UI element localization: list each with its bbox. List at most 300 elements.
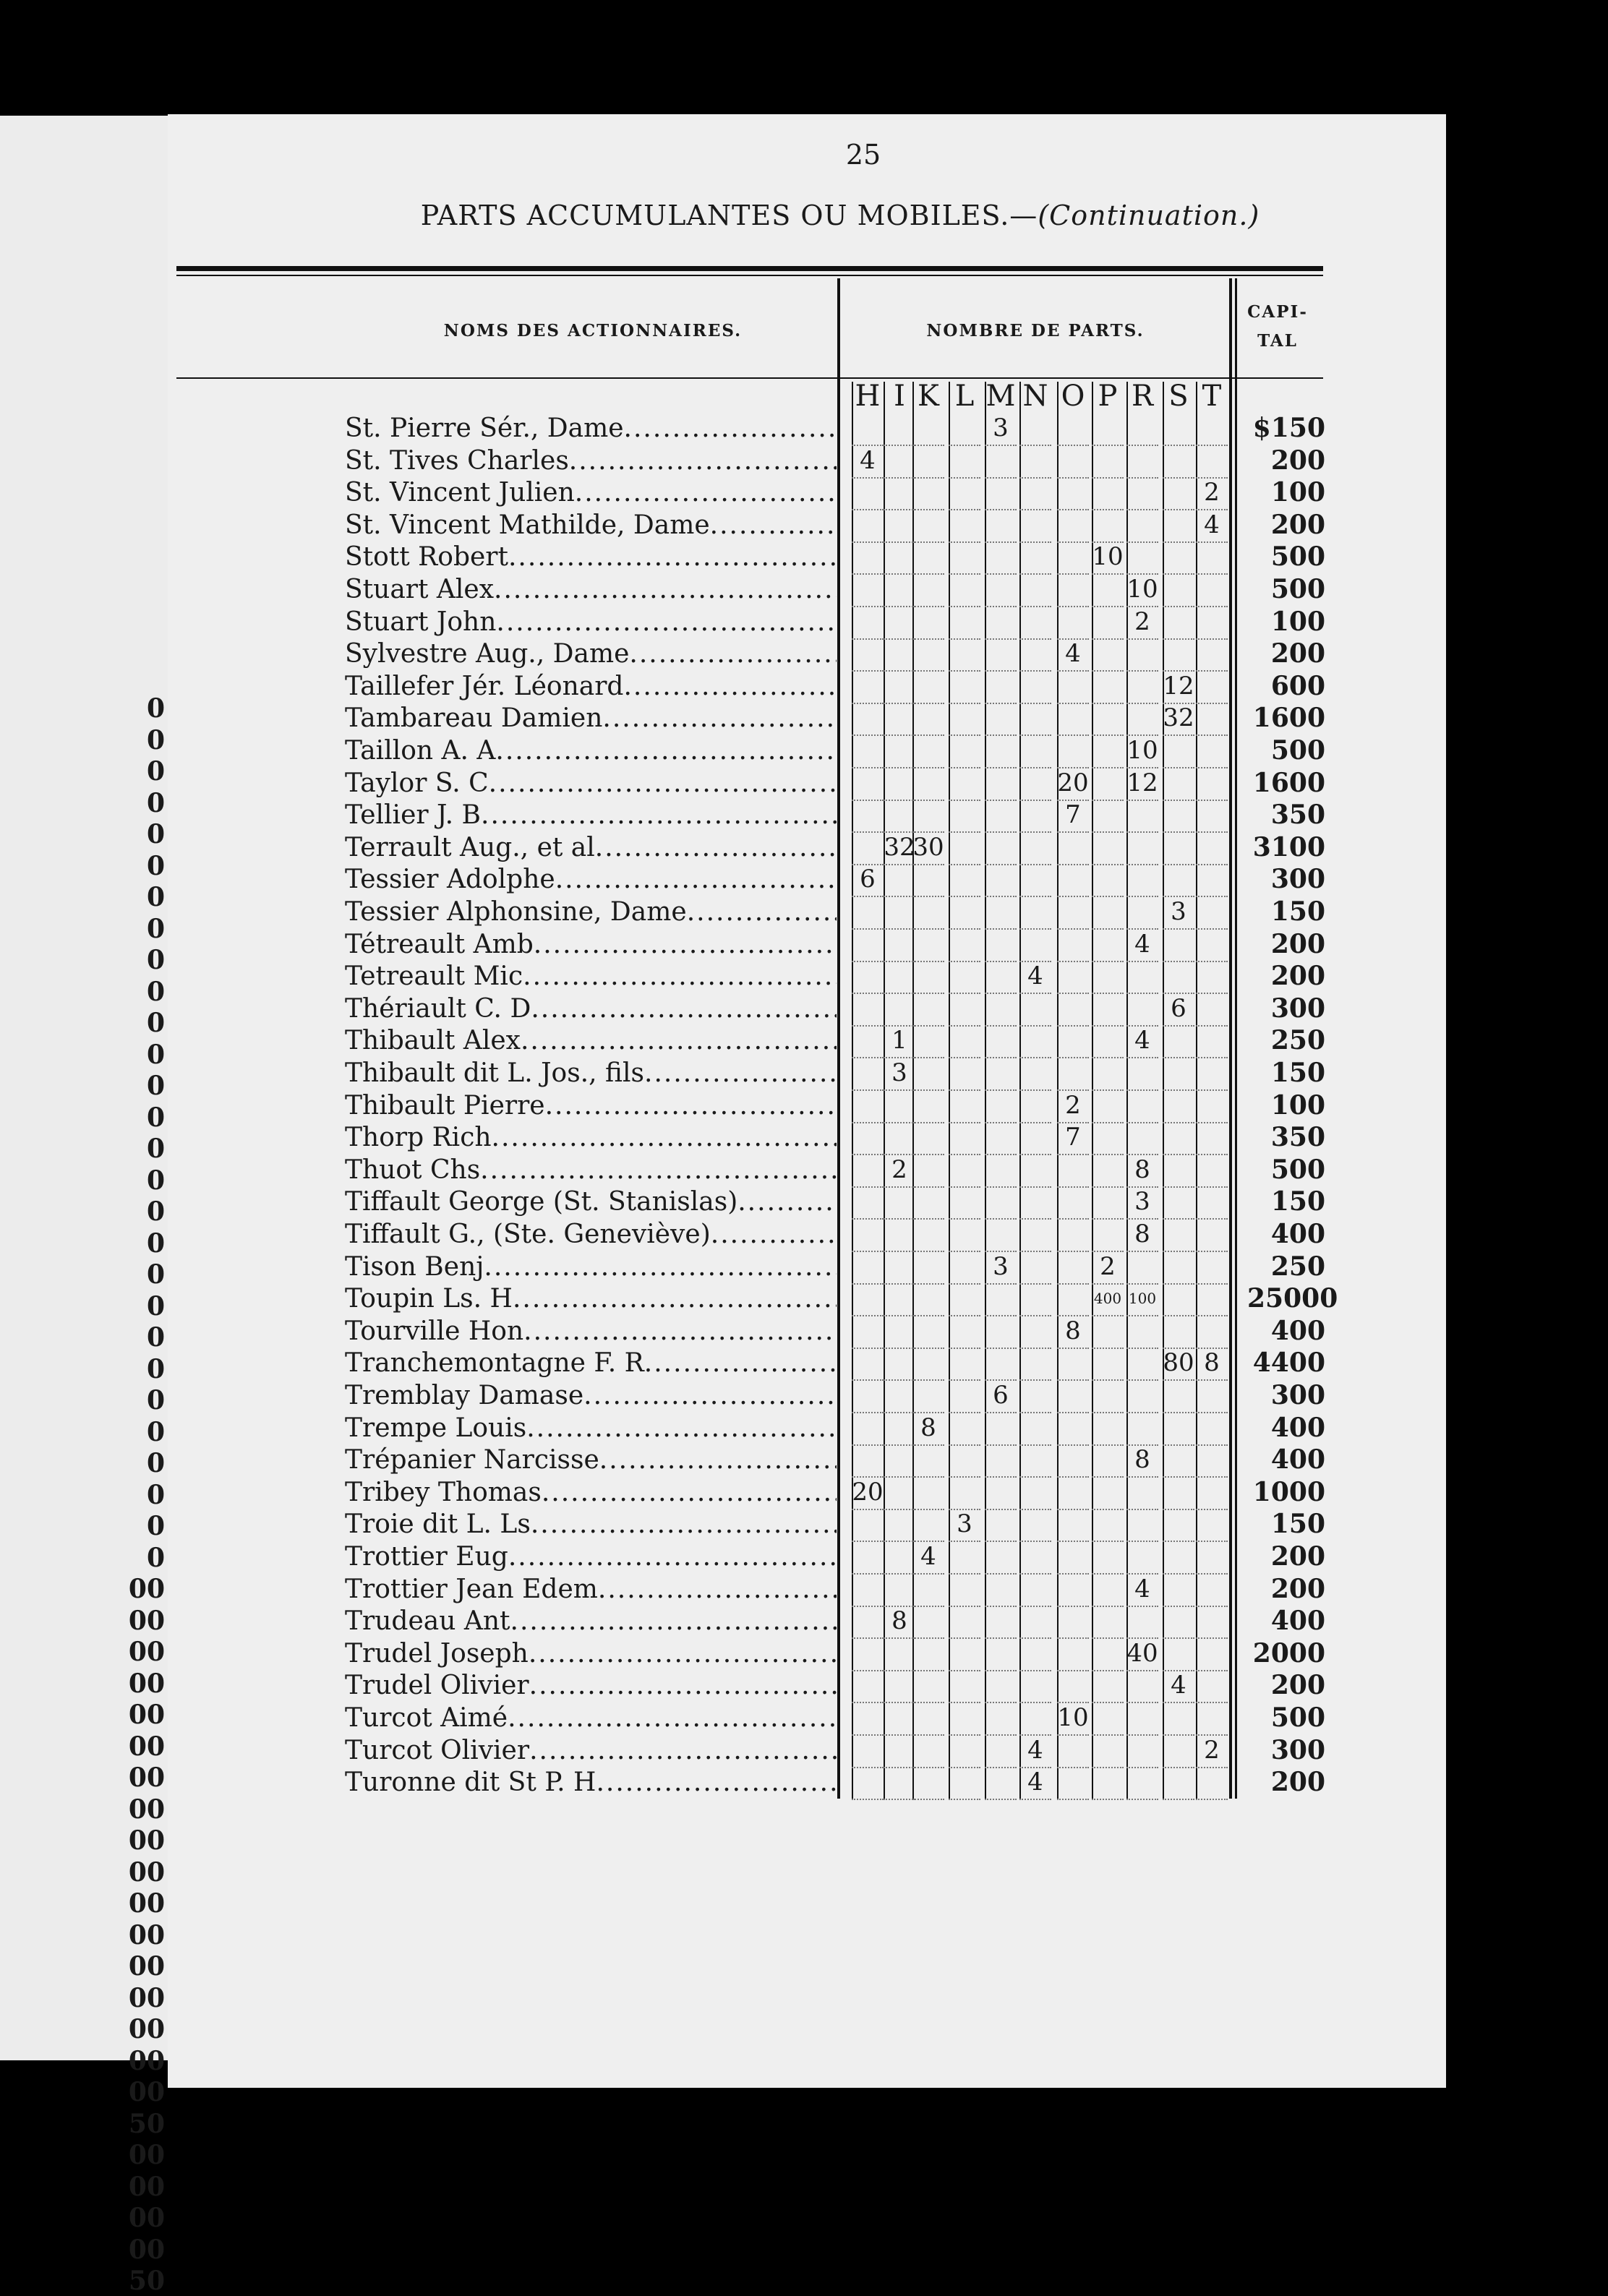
share-cell-r	[1126, 638, 1158, 672]
share-cell-l	[949, 541, 980, 575]
shareholder-name	[345, 1379, 837, 1412]
share-cell-s	[1163, 1734, 1194, 1768]
share-cell-h	[852, 638, 884, 672]
table-row	[0, 702, 1608, 734]
capital-value: $150	[1252, 413, 1325, 443]
share-cell-t	[1196, 1379, 1228, 1413]
share-cell-r	[1126, 863, 1158, 897]
share-cell-r: 40	[1126, 1637, 1158, 1671]
shareholder-name	[345, 1024, 837, 1057]
column-letter-t: T	[1202, 380, 1222, 413]
share-cell-s	[1163, 1412, 1194, 1446]
share-cell-t	[1196, 1637, 1228, 1671]
share-cell-s	[1163, 445, 1194, 479]
share-cell-i	[884, 1282, 915, 1316]
column-letter-o: O	[1061, 380, 1085, 413]
share-cell-h	[852, 1186, 884, 1220]
share-cell-o: 2	[1057, 1089, 1089, 1123]
share-cell-n	[1019, 670, 1051, 704]
share-cell-r	[1126, 896, 1158, 930]
capital-value: 150	[1270, 1186, 1325, 1217]
share-cell-m	[985, 541, 1017, 575]
share-cell-t	[1196, 928, 1228, 962]
share-cell-i	[884, 863, 915, 897]
share-cell-l	[949, 606, 980, 640]
share-cell-h: 6	[852, 863, 884, 897]
share-cell-s	[1163, 863, 1194, 897]
shareholder-name-text: Trottier Jean Edem	[345, 1574, 598, 1604]
column-letter-l: L	[954, 380, 975, 413]
share-cell-r	[1126, 670, 1158, 704]
share-cell-r	[1126, 1734, 1158, 1768]
share-cell-i	[884, 541, 915, 575]
table-row	[0, 831, 1608, 864]
left-page-number: 0	[146, 724, 165, 755]
share-cell-p	[1092, 1766, 1124, 1800]
capital-value: 250	[1270, 1251, 1325, 1282]
share-cell-l	[949, 445, 980, 479]
share-cell-n	[1019, 1476, 1051, 1510]
shareholder-name	[345, 412, 837, 445]
share-cell-l	[949, 476, 980, 510]
share-cell-o	[1057, 1251, 1089, 1285]
share-cell-s	[1163, 541, 1194, 575]
share-cell-p	[1092, 1637, 1124, 1671]
share-cell-l	[949, 1251, 980, 1285]
share-cell-k	[912, 734, 944, 768]
left-page-number: 00	[128, 1951, 165, 1982]
share-cell-t	[1196, 638, 1228, 672]
shareholder-name	[345, 1089, 837, 1122]
table-row	[0, 1154, 1608, 1186]
share-cell-p	[1092, 476, 1124, 510]
shareholder-name-text: Thibault Pierre	[345, 1090, 545, 1121]
left-page-number: 0	[146, 819, 165, 849]
share-cell-m	[985, 1605, 1017, 1639]
capital-value: 1000	[1252, 1476, 1325, 1507]
column-letter-p: P	[1098, 380, 1118, 413]
share-cell-s	[1163, 1218, 1194, 1252]
share-cell-l	[949, 1734, 980, 1768]
share-cell-s	[1163, 831, 1194, 865]
share-cell-o	[1057, 476, 1089, 510]
left-page-number: 0	[146, 1008, 165, 1038]
share-cell-n	[1019, 412, 1051, 446]
share-cell-k	[912, 1121, 944, 1155]
share-cell-k: 8	[912, 1412, 944, 1446]
share-cell-s	[1163, 734, 1194, 768]
share-cell-h	[852, 670, 884, 704]
share-cell-t	[1196, 573, 1228, 607]
table-row	[0, 1476, 1608, 1509]
capital-value: 400	[1270, 1444, 1325, 1475]
share-cell-p	[1092, 1154, 1124, 1188]
share-cell-t	[1196, 412, 1228, 446]
share-cell-o	[1057, 960, 1089, 994]
shareholder-name-text: Tetreault Mic	[345, 961, 523, 992]
share-cell-o	[1057, 1766, 1089, 1800]
share-cell-h	[852, 606, 884, 640]
share-cell-t	[1196, 734, 1228, 768]
share-cell-r	[1126, 1669, 1158, 1703]
share-cell-k	[912, 1251, 944, 1285]
share-cell-t: 4	[1196, 509, 1228, 543]
share-cell-n	[1019, 831, 1051, 865]
share-cell-k	[912, 670, 944, 704]
share-cell-p	[1092, 928, 1124, 962]
share-cell-t	[1196, 767, 1228, 801]
share-cell-i	[884, 1315, 915, 1349]
share-cell-n	[1019, 1251, 1051, 1285]
share-cell-s	[1163, 799, 1194, 833]
share-cell-n	[1019, 1412, 1051, 1446]
shareholder-name	[345, 1508, 837, 1541]
share-cell-m	[985, 476, 1017, 510]
share-cell-l	[949, 573, 980, 607]
shareholder-name-text: Trudeau Ant	[345, 1606, 510, 1637]
share-cell-n	[1019, 734, 1051, 768]
share-cell-o	[1057, 734, 1089, 768]
left-page-number: 0	[146, 756, 165, 787]
share-cell-o	[1057, 896, 1089, 930]
share-cell-k	[912, 1024, 944, 1058]
share-cell-l	[949, 1315, 980, 1349]
left-page-number: 00	[128, 2171, 165, 2202]
share-cell-i	[884, 734, 915, 768]
share-cell-t	[1196, 1315, 1228, 1349]
table-row	[0, 1186, 1608, 1218]
capital-value: 300	[1270, 1380, 1325, 1410]
share-cell-i	[884, 638, 915, 672]
share-cell-n	[1019, 702, 1051, 736]
share-cell-p	[1092, 1605, 1124, 1639]
shareholder-name-text: Trudel Joseph	[345, 1638, 529, 1669]
capital-value: 300	[1270, 993, 1325, 1024]
shareholder-name-text: Trempe Louis	[345, 1413, 527, 1443]
share-cell-r	[1126, 1508, 1158, 1542]
share-cell-h	[852, 476, 884, 510]
share-cell-r: 10	[1126, 734, 1158, 768]
share-cell-r: 10	[1126, 573, 1158, 607]
share-cell-h	[852, 1541, 884, 1575]
share-cell-m	[985, 960, 1017, 994]
share-cell-p	[1092, 1347, 1124, 1381]
share-cell-s	[1163, 1508, 1194, 1542]
shareholder-name-text: Tétreault Amb	[345, 929, 534, 959]
share-cell-o	[1057, 993, 1089, 1027]
share-cell-i	[884, 928, 915, 962]
table-row	[0, 1024, 1608, 1057]
left-page-number: 0	[146, 1542, 165, 1573]
share-cell-m	[985, 1186, 1017, 1220]
share-cell-r	[1126, 799, 1158, 833]
share-cell-i	[884, 1444, 915, 1478]
share-cell-h	[852, 1154, 884, 1188]
share-cell-p	[1092, 670, 1124, 704]
shareholder-name	[345, 1637, 837, 1670]
share-cell-m	[985, 1541, 1017, 1575]
shareholder-name	[345, 573, 837, 606]
share-cell-o	[1057, 1444, 1089, 1478]
share-cell-i	[884, 1379, 915, 1413]
share-cell-l	[949, 1637, 980, 1671]
share-cell-o	[1057, 1541, 1089, 1575]
share-cell-m	[985, 1347, 1017, 1381]
share-cell-i	[884, 1218, 915, 1252]
share-cell-l	[949, 1412, 980, 1446]
shareholder-name	[345, 1251, 837, 1283]
share-cell-m	[985, 1734, 1017, 1768]
share-cell-r: 3	[1126, 1186, 1158, 1220]
table-row	[0, 1089, 1608, 1122]
share-cell-h	[852, 831, 884, 865]
share-cell-l	[949, 638, 980, 672]
share-cell-n	[1019, 1024, 1051, 1058]
left-page-number: 0	[146, 1416, 165, 1447]
capital-value: 400	[1270, 1606, 1325, 1637]
left-page-number: 0	[146, 1165, 165, 1196]
share-cell-o	[1057, 702, 1089, 736]
share-cell-t	[1196, 1057, 1228, 1091]
share-cell-k	[912, 606, 944, 640]
share-cell-k	[912, 476, 944, 510]
share-cell-p	[1092, 1057, 1124, 1091]
share-cell-m	[985, 445, 1017, 479]
share-cell-n	[1019, 1186, 1051, 1220]
share-cell-n	[1019, 799, 1051, 833]
share-cell-r	[1126, 831, 1158, 865]
share-cell-i	[884, 573, 915, 607]
capital-value: 500	[1270, 1702, 1325, 1733]
share-cell-l	[949, 670, 980, 704]
share-cell-m	[985, 734, 1017, 768]
share-cell-t	[1196, 670, 1228, 704]
share-cell-p	[1092, 1089, 1124, 1123]
shareholder-name	[345, 638, 837, 670]
share-cell-s	[1163, 960, 1194, 994]
share-cell-s	[1163, 509, 1194, 543]
share-cell-l	[949, 1282, 980, 1316]
share-cell-l	[949, 993, 980, 1027]
shareholder-name	[345, 928, 837, 961]
share-cell-n	[1019, 1508, 1051, 1542]
shareholder-name	[345, 1412, 837, 1444]
left-page-number: 0	[146, 1259, 165, 1290]
share-cell-l	[949, 928, 980, 962]
capital-value: 200	[1270, 638, 1325, 669]
share-cell-s	[1163, 1476, 1194, 1510]
shareholder-name-text: Tribey Thomas	[345, 1477, 542, 1507]
share-cell-l	[949, 1669, 980, 1703]
share-cell-t	[1196, 799, 1228, 833]
share-cell-l	[949, 1766, 980, 1800]
share-cell-k	[912, 573, 944, 607]
shareholder-name-text: St. Pierre Sér., Dame	[345, 414, 624, 443]
share-cell-n	[1019, 1669, 1051, 1703]
left-page-number: 00	[128, 1794, 165, 1825]
shareholder-name	[345, 1766, 837, 1799]
left-page-number: 00	[128, 1856, 165, 1888]
share-cell-t	[1196, 896, 1228, 930]
share-cell-h	[852, 1057, 884, 1091]
table-row	[0, 928, 1608, 961]
shareholder-name-text: Turonne dit St P. H	[345, 1768, 596, 1798]
capital-value: 25000	[1247, 1283, 1338, 1314]
left-page-number: 00	[128, 1762, 165, 1793]
shareholder-name-text: St. Vincent Julien	[345, 478, 575, 508]
share-cell-k	[912, 1734, 944, 1768]
share-cell-h	[852, 1282, 884, 1316]
table-row	[0, 767, 1608, 800]
share-cell-i	[884, 670, 915, 704]
shareholder-name-text: Tremblay Damase	[345, 1381, 584, 1410]
share-cell-n: 4	[1019, 1734, 1051, 1768]
share-cell-i	[884, 702, 915, 736]
shareholder-name	[345, 960, 837, 993]
share-cell-s	[1163, 412, 1194, 446]
header-rule-thin	[176, 275, 1323, 276]
share-cell-i	[884, 1186, 915, 1220]
shareholder-name-text: St. Tives Charles	[345, 445, 569, 476]
share-cell-s	[1163, 1154, 1194, 1188]
share-cell-t	[1196, 1186, 1228, 1220]
left-page-number: 0	[146, 1479, 165, 1510]
share-cell-t	[1196, 1412, 1228, 1446]
share-cell-h	[852, 1379, 884, 1413]
share-cell-i	[884, 799, 915, 833]
left-page-number: 0	[146, 1448, 165, 1478]
share-cell-k	[912, 1057, 944, 1091]
table-row	[0, 799, 1608, 831]
share-cell-t	[1196, 1282, 1228, 1316]
share-cell-p	[1092, 1508, 1124, 1542]
left-page-number: 0	[146, 976, 165, 1007]
share-cell-l	[949, 1218, 980, 1252]
shareholder-name	[345, 1573, 837, 1606]
left-page-number: 0	[146, 1322, 165, 1353]
share-cell-h	[852, 1315, 884, 1349]
left-page-number: 0	[146, 1039, 165, 1070]
share-cell-s	[1163, 1282, 1194, 1316]
share-cell-p	[1092, 412, 1124, 446]
capital-value: 200	[1270, 509, 1325, 540]
capital-value: 500	[1270, 1154, 1325, 1185]
share-cell-p	[1092, 1186, 1124, 1220]
share-cell-p	[1092, 734, 1124, 768]
share-cell-i	[884, 896, 915, 930]
shareholder-name	[345, 993, 837, 1025]
shareholder-name-text: Tison Benj	[345, 1251, 484, 1282]
share-cell-t	[1196, 1508, 1228, 1542]
share-cell-t	[1196, 1024, 1228, 1058]
share-cell-r	[1126, 993, 1158, 1027]
share-cell-o	[1057, 541, 1089, 575]
share-cell-t	[1196, 1573, 1228, 1607]
share-cell-h	[852, 1444, 884, 1478]
share-cell-o	[1057, 1637, 1089, 1671]
shareholder-name-text: Troie dit L. Ls	[345, 1509, 531, 1540]
share-cell-t	[1196, 1121, 1228, 1155]
share-cell-s	[1163, 1379, 1194, 1413]
share-cell-i	[884, 1121, 915, 1155]
shareholder-name-text: Tambareau Damien	[345, 703, 603, 734]
share-cell-t: 2	[1196, 1734, 1228, 1768]
left-page-number: 0	[146, 1385, 165, 1415]
left-page-number: 00	[128, 1888, 165, 1919]
table-row	[0, 1605, 1608, 1637]
share-cell-i: 3	[884, 1057, 915, 1091]
shareholder-name	[345, 831, 837, 864]
page-number: 25	[845, 139, 881, 171]
share-cell-m	[985, 767, 1017, 801]
share-cell-n	[1019, 1121, 1051, 1155]
share-cell-k	[912, 412, 944, 446]
share-cell-r	[1126, 541, 1158, 575]
table-row	[0, 993, 1608, 1025]
share-cell-i	[884, 1251, 915, 1285]
left-page-number: 00	[128, 2140, 165, 2170]
share-cell-r	[1126, 702, 1158, 736]
share-cell-l	[949, 702, 980, 736]
share-cell-h	[852, 1734, 884, 1768]
share-cell-s	[1163, 1186, 1194, 1220]
table-row	[0, 1637, 1608, 1670]
share-cell-t	[1196, 831, 1228, 865]
share-cell-h	[852, 928, 884, 962]
share-cell-r	[1126, 1121, 1158, 1155]
shareholder-name	[345, 1057, 837, 1089]
share-cell-l	[949, 1379, 980, 1413]
share-cell-m	[985, 509, 1017, 543]
share-cell-p	[1092, 445, 1124, 479]
share-cell-o	[1057, 928, 1089, 962]
share-cell-h	[852, 1121, 884, 1155]
page-title	[240, 200, 1440, 231]
share-cell-k	[912, 1379, 944, 1413]
share-cell-m	[985, 606, 1017, 640]
share-cell-r	[1126, 960, 1158, 994]
shareholder-name-text: Thibault Alex	[345, 1026, 521, 1056]
share-cell-s	[1163, 1024, 1194, 1058]
share-cell-k	[912, 1637, 944, 1671]
share-cell-s	[1163, 1444, 1194, 1478]
share-cell-h	[852, 412, 884, 446]
shareholder-name-text: Tiffault George (St. Stanislas)	[345, 1187, 738, 1217]
shareholder-name	[345, 1218, 837, 1251]
shareholder-name	[345, 799, 837, 831]
table-row	[0, 573, 1608, 606]
share-cell-t	[1196, 1089, 1228, 1123]
share-cell-h	[852, 734, 884, 768]
table-row	[0, 541, 1608, 573]
share-cell-k	[912, 638, 944, 672]
title-continuation: (Continuation.)	[1038, 200, 1260, 231]
share-cell-s	[1163, 1766, 1194, 1800]
share-cell-t	[1196, 1251, 1228, 1285]
share-cell-k	[912, 799, 944, 833]
share-cell-l: 3	[949, 1508, 980, 1542]
share-cell-t	[1196, 1766, 1228, 1800]
share-cell-m	[985, 1637, 1017, 1671]
share-cell-k	[912, 1347, 944, 1381]
share-cell-m	[985, 1508, 1017, 1542]
share-cell-r: 8	[1126, 1218, 1158, 1252]
left-page-number: 00	[128, 1668, 165, 1699]
share-cell-o	[1057, 1412, 1089, 1446]
share-cell-p	[1092, 1444, 1124, 1478]
share-cell-o: 7	[1057, 799, 1089, 833]
shareholder-name	[345, 1186, 837, 1218]
